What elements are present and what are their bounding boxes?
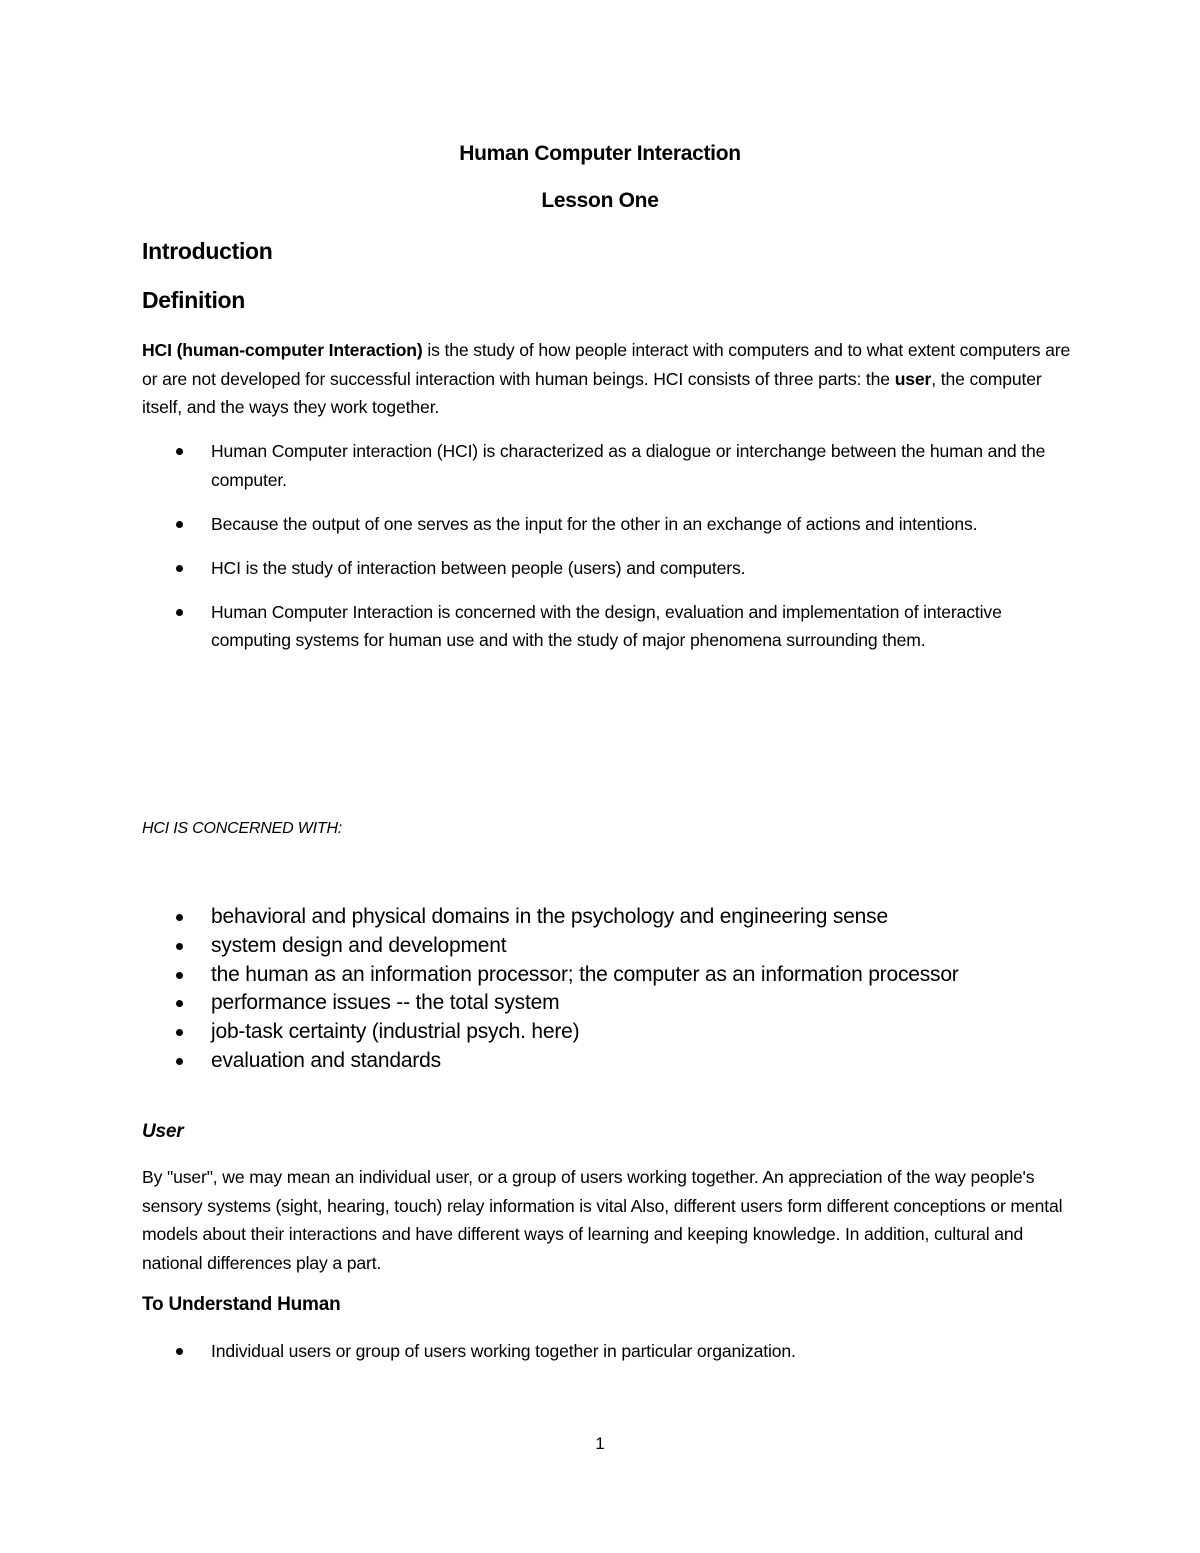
- definition-text-2: , the computer itself, and the ways they work together.: [142, 368, 1042, 417]
- list-item-text: performance issues -- the total system: [211, 991, 560, 1015]
- list-item: [170, 1337, 1050, 1366]
- list-item: [170, 598, 1050, 655]
- bullet-icon: [176, 521, 183, 528]
- list-item-text: Human Computer interaction (HCI) is characterized as a dialogue or interchange between the human and the computer.: [211, 441, 1046, 490]
- heading-introduction: Introduction: [142, 238, 273, 264]
- bullet-icon: [176, 448, 183, 455]
- bullet-icon: [176, 565, 183, 572]
- bullet-icon: [176, 943, 183, 950]
- list-item: [170, 1047, 1050, 1076]
- list-item-text: Individual users or group of users working together in particular organization.: [211, 1341, 796, 1361]
- list-item-text: the human as an information processor; the computer as an information processor: [211, 962, 959, 986]
- list-item: [170, 932, 1050, 961]
- list-item-text: evaluation and standards: [211, 1048, 441, 1072]
- list-item: [170, 989, 1050, 1018]
- understand-list: [170, 1337, 1050, 1381]
- list-item-text: HCI is the study of interaction between people (users) and computers.: [211, 557, 746, 578]
- characteristics-list: [170, 437, 1050, 670]
- bullet-icon: [176, 914, 183, 921]
- bullet-icon: [176, 1348, 183, 1355]
- user-heading: User: [142, 1121, 184, 1142]
- bullet-icon: [176, 1058, 183, 1065]
- definition-text-1: is the study of how people interact with computers and to what extent computers are or are not developed for successful interaction with human beings. HCI consists of three parts: the: [142, 340, 1071, 389]
- document-subtitle: Lesson One: [541, 189, 659, 212]
- list-item: [170, 510, 1050, 539]
- concerned-heading: HCI IS CONCERNED WITH:: [142, 820, 343, 837]
- list-item: [170, 961, 1050, 990]
- user-paragraph: By "user", we may mean an individual user, or a group of users working together. An appreciation of the way people's sensory systems (sight, hearing, touch) relay information is vital Also, different users form different conceptions or mental models about their interactions and have different ways of learning and keeping knowledge. In addition, cultural and national differences play a part.: [142, 1167, 1063, 1273]
- list-item: [170, 437, 1050, 494]
- definition-term: HCI (human-computer Interaction): [142, 340, 423, 360]
- page-number: 1: [595, 1434, 605, 1453]
- definition-paragraph: [142, 336, 1072, 422]
- list-item: [170, 554, 1050, 583]
- definition-user-word: user: [894, 368, 932, 389]
- bullet-icon: [176, 972, 183, 979]
- bullet-icon: [176, 609, 183, 616]
- list-item: [170, 903, 1050, 932]
- list-item-text: system design and development: [211, 933, 507, 957]
- understand-heading: To Understand Human: [142, 1294, 341, 1315]
- bullet-icon: [176, 1029, 183, 1036]
- list-item-text: behavioral and physical domains in the psychology and engineering sense: [211, 905, 888, 928]
- list-item-text: Because the output of one serves as the input for the other in an exchange of actions and intentions.: [211, 513, 978, 534]
- concerned-list: [170, 903, 1050, 1076]
- list-item: [170, 1018, 1050, 1047]
- heading-definition: Definition: [142, 287, 246, 313]
- document-title: Human Computer Interaction: [459, 142, 741, 165]
- bullet-icon: [176, 1000, 183, 1007]
- list-item-text: Human Computer Interaction is concerned with the design, evaluation and implementation of interactive computing systems for human use and with the study of major phenomena surrounding them.: [211, 601, 1002, 650]
- list-item-text: job-task certainty (industrial psych. here): [211, 1020, 580, 1044]
